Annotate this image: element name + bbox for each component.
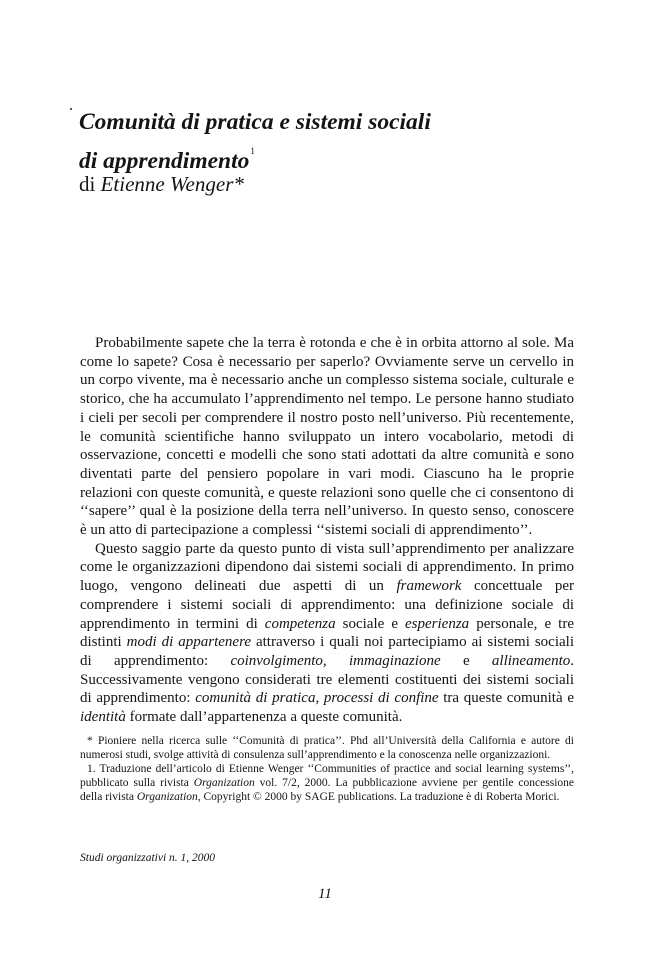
title-footnote-ref: 1 <box>250 146 255 156</box>
byline-prefix: di <box>79 172 96 196</box>
footnote-1 <box>80 762 574 804</box>
author-byline <box>79 171 244 197</box>
footnote-italic: Organization <box>193 777 255 789</box>
p2-italic: esperienza <box>405 615 470 632</box>
body-paragraph-2 <box>80 540 574 727</box>
p2-text: attraverso i quali noi partecipiamo ai sistemi sociali di apprendimento: <box>80 634 574 669</box>
p2-italic: allineamento <box>491 652 571 669</box>
p2-text: formate dall’appartenenza a queste comunità. <box>125 709 403 726</box>
p2-text: . Successivamente vengono considerati tre elementi costituenti dei sistemi sociali di apprendimento: <box>80 652 574 707</box>
p2-text: Questo saggio parte da questo punto di vista sull’apprendimento per analizzare come le organizzazioni dipendono dai sistemi sociali di apprendimento. In primo luogo, vengono delineati due aspetti di un <box>80 540 574 595</box>
p2-italic: coinvolgimento, immaginazione <box>230 652 441 669</box>
footnote-italic: Organization <box>136 791 198 803</box>
p2-italic: framework <box>396 578 462 595</box>
footnote-text: 1. Traduzione dell’articolo di Etienne Wenger ‘‘Communities of practice and social learning systems’’, pubblicato sulla rivista <box>80 763 574 789</box>
p2-text: sociale e <box>335 615 406 632</box>
p2-italic: comunità di pratica, processi di confine <box>195 690 439 707</box>
article-title <box>79 108 559 176</box>
p2-italic: competenza <box>264 615 336 632</box>
page-number: 11 <box>318 886 332 902</box>
p2-italic: modi di appartenere <box>126 634 252 651</box>
footnote-text: , Copyright © 2000 by SAGE publications. La traduzione è di Roberta Morici. <box>197 791 560 803</box>
title-line-2: di apprendimento <box>79 148 250 174</box>
body-paragraph-1: Probabilmente sapete che la terra è rotonda e che è in orbita attorno al sole. Ma come lo sapete? Cosa è necessario per saperlo? Ovviamente serve un cervello in un corpo vivente, ma è necessario anche un complesso sistema sociale, culturale e storico, che ha accumulato l’apprendimento nel tempo. Le persone hanno studiato i cieli per secoli per comprendere il nostro posto nell’universo. Più recentemente, le comunità scientifiche hanno sviluppato un intero vocabolario, metodi di osservazione, concetti e modelli che sono stati adottati da altre comunità e sono diventati parte del pensiero popolare in vari modi. Ciascuno ha le proprie relazioni con queste comunità, e queste relazioni sono quelle che ci consentono di ‘‘sapere’’ qual è la posizione della terra nell’universo. In questo senso, conoscere è un atto di partecipazione a complessi ‘‘sistemi sociali di apprendimento’’. <box>80 335 574 539</box>
p2-text: tra queste comunità e <box>438 690 574 707</box>
p2-text: personale, e tre distinti <box>80 615 574 651</box>
footnote-text: vol. 7/2, 2000. La pubblicazione avviene per gentile concessione della rivista <box>80 777 574 803</box>
author-name: Etienne Wenger* <box>100 172 244 196</box>
article-body <box>80 334 574 727</box>
p2-italic: identità <box>80 709 126 726</box>
footnotes <box>80 734 574 804</box>
journal-citation: Studi organizzativi n. 1, 2000 <box>80 852 216 864</box>
p2-text: concettuale per comprendere i sistemi sociali di apprendimento: una definizione sociale di apprendimento in termini di <box>80 578 574 632</box>
footnote-author: * Pioniere nella ricerca sulle ‘‘Comunità di pratica’’. Phd all’Università della California e autore di numerosi studi, svolge attività di consulenza sull’apprendimento e la conoscenza nelle organizzazioni. <box>80 735 574 761</box>
p2-text: e <box>440 652 492 669</box>
title-line-1: Comunità di pratica e sistemi sociali <box>79 109 431 135</box>
print-mark <box>70 108 72 110</box>
